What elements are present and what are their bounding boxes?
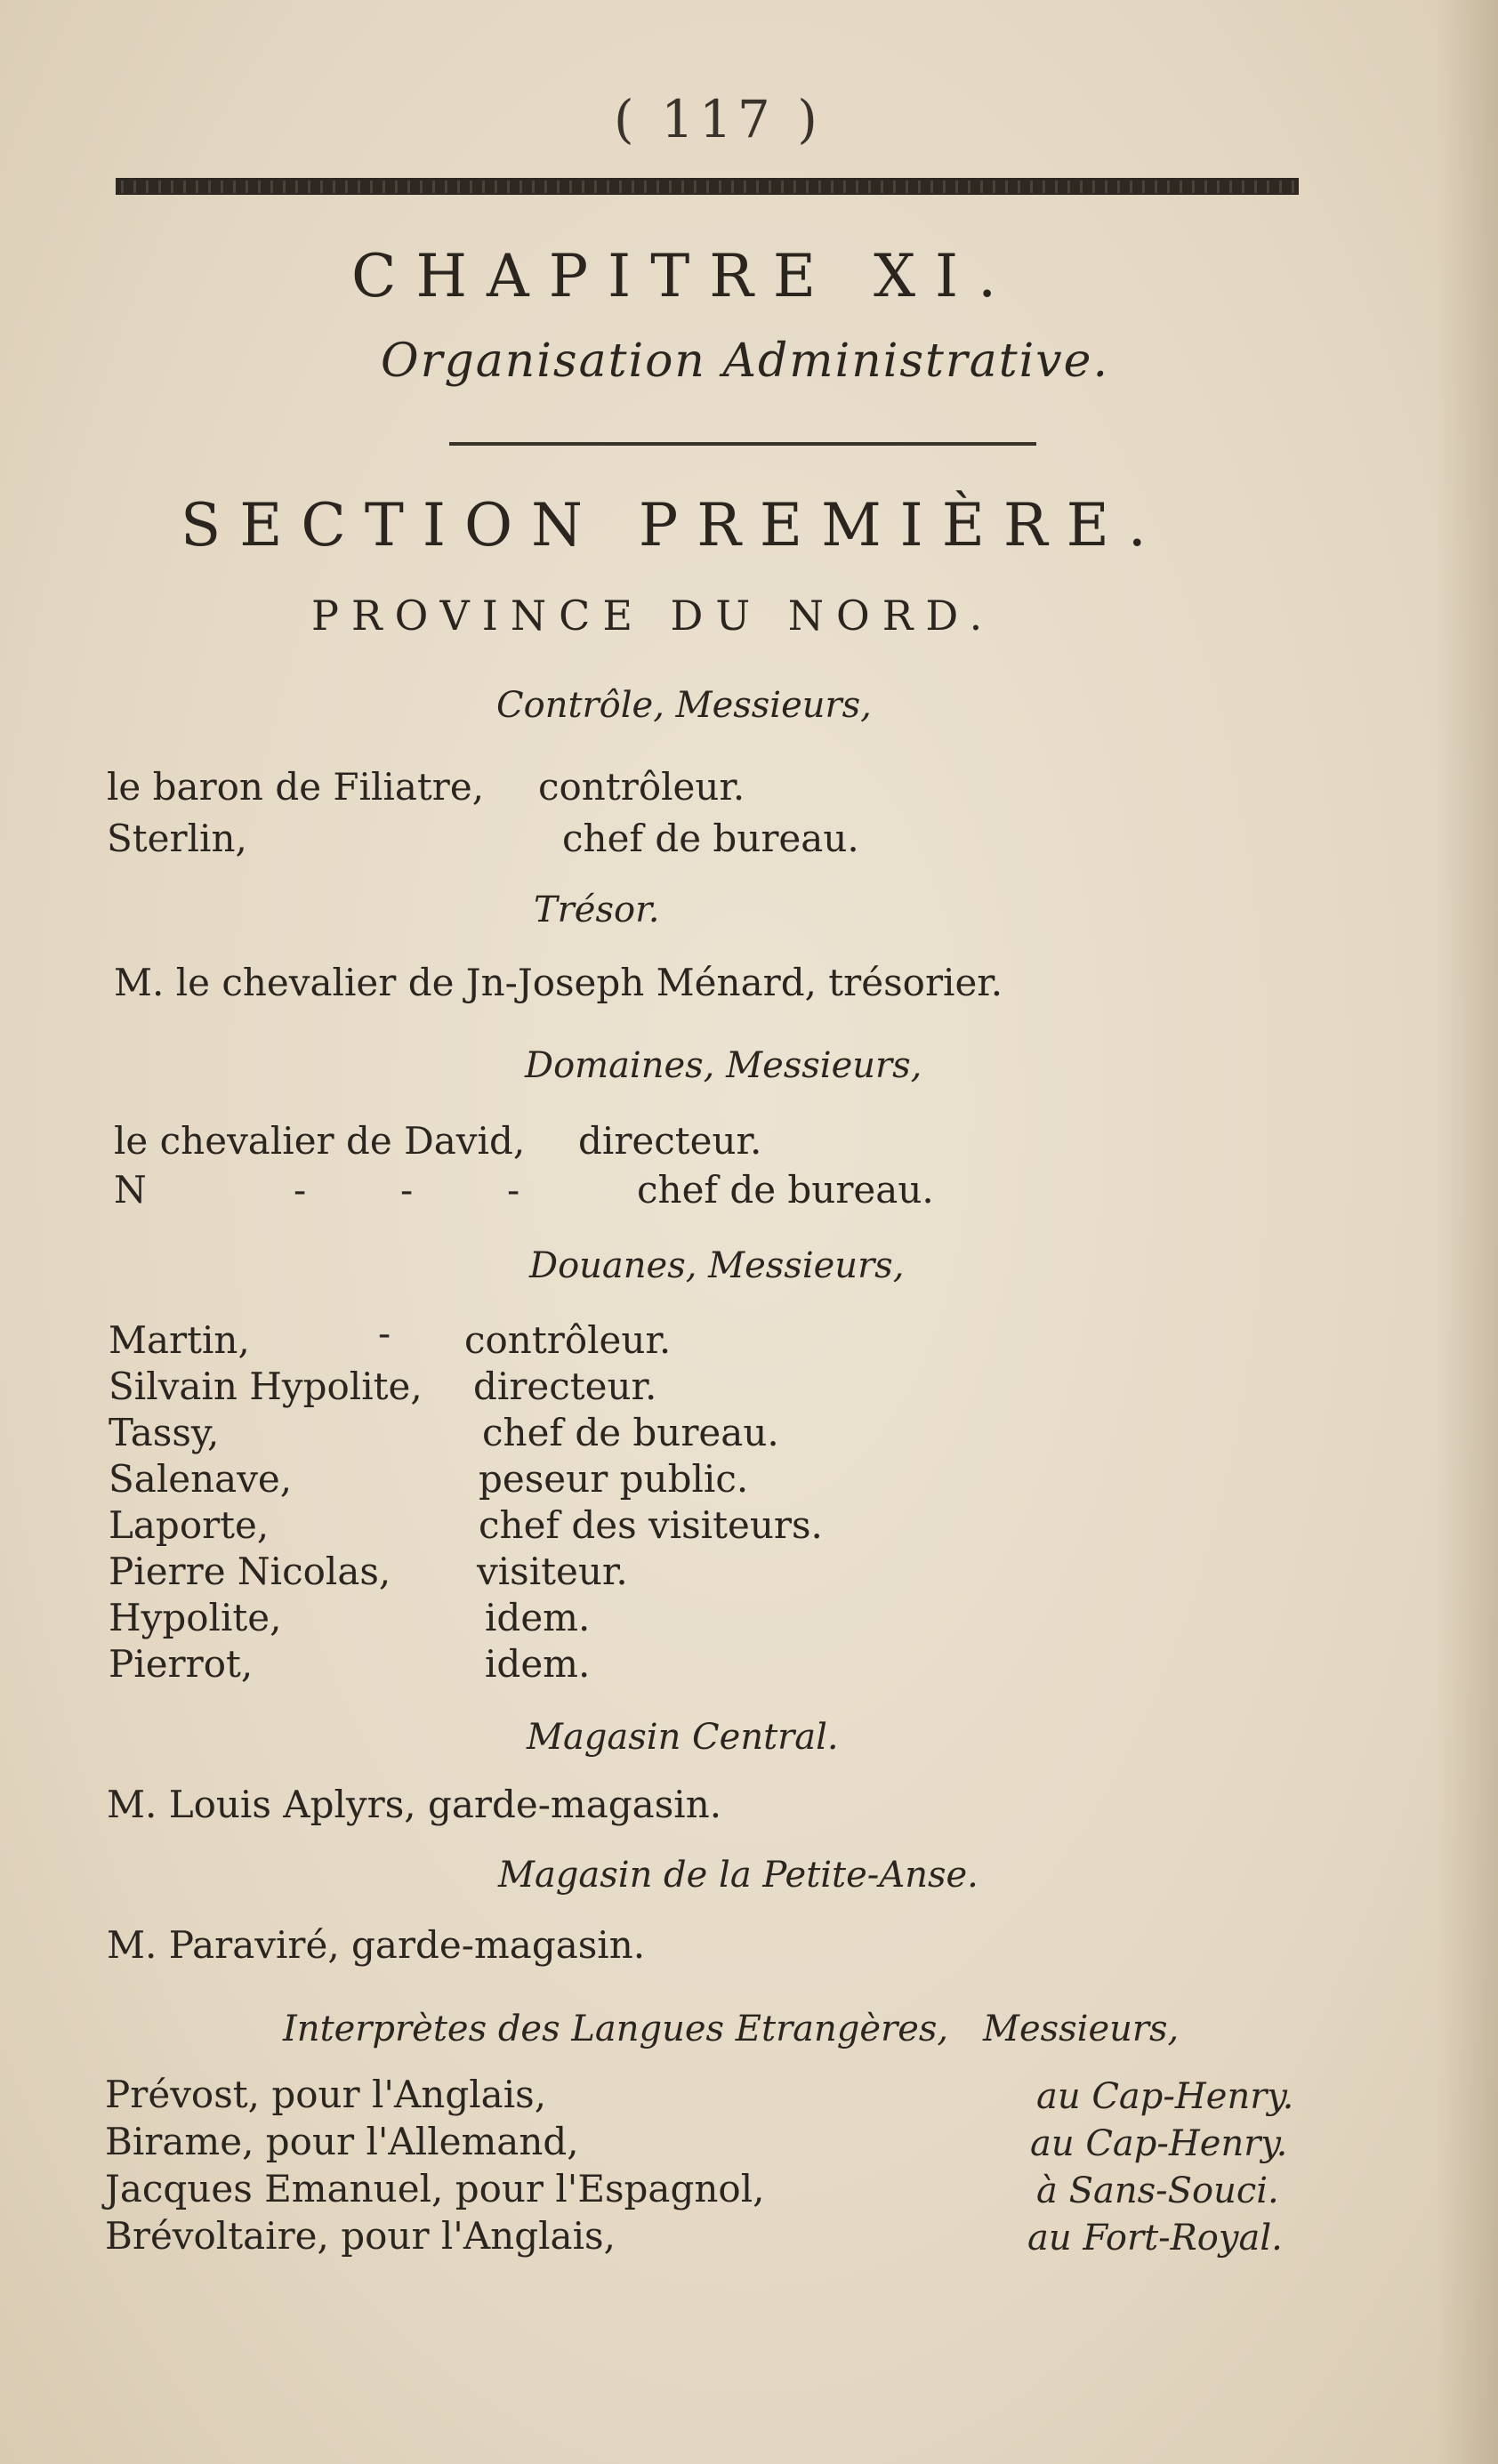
province-heading: PROVINCE DU NORD. [311,592,995,640]
domaines-row-name: N [114,1168,147,1212]
douanes-row-name: Tassy, [109,1411,220,1454]
leader-dash: - [507,1168,520,1212]
interprete-row-place: au Cap-Henry. [1030,2123,1288,2164]
tresor-heading: Trésor. [534,890,660,930]
controle-row-name: Sterlin, [107,817,247,860]
douanes-row-name: Martin, [109,1318,250,1362]
douanes-heading: Douanes, Messieurs, [529,1245,905,1286]
douanes-row-name: Pierrot, [109,1642,254,1686]
chapter-title: CHAPITRE XI. [351,242,1017,310]
domaines-row-role: directeur. [578,1119,762,1163]
douanes-row-role: idem. [485,1642,591,1686]
interprete-row-name: Prévost, pour l'Anglais, [105,2073,547,2116]
douanes-row-role: chef des visiteurs. [479,1503,823,1547]
ornamental-rule [116,178,1299,195]
leader-dash: - [294,1168,307,1212]
domaines-row-name: le chevalier de David, [114,1119,526,1163]
leader-dash: - [378,1311,391,1355]
douanes-row-name: Silvain Hypolite, [109,1365,423,1408]
magasin-central-heading: Magasin Central. [527,1717,839,1758]
leader-dash: - [400,1168,414,1212]
controle-row-name: le baron de Filiatre, [107,765,485,809]
douanes-row-name: Hypolite, [109,1596,282,1639]
douanes-row-name: Salenave, [109,1457,293,1501]
douanes-row-role: visiteur. [477,1550,628,1593]
controle-heading: Contrôle, Messieurs, [496,685,872,726]
interprete-row-place: au Fort-Royal. [1027,2218,1283,2259]
interprete-row-name: Birame, pour l'Allemand, [105,2120,579,2163]
controle-row-role: contrôleur. [538,765,745,809]
page-gutter-shadow [1436,0,1498,2464]
douanes-row-name: Laporte, [109,1503,270,1547]
section-title: SECTION PREMIÈRE. [181,491,1165,560]
interprete-row-name: Brévoltaire, pour l'Anglais, [105,2214,616,2258]
domaines-heading: Domaines, Messieurs, [525,1045,922,1086]
interprete-row-name: Jacques Emanuel, pour l'Espagnol, [105,2167,765,2210]
interprete-row-place: au Cap-Henry. [1036,2076,1294,2117]
chapter-subtitle: Organisation Administrative. [381,334,1109,388]
douanes-row-role: chef de bureau. [482,1411,779,1454]
controle-row-role: chef de bureau. [562,817,859,860]
page-number: ( 117 ) [614,89,823,149]
douanes-row-role: peseur public. [479,1457,749,1501]
magasin-central-line: M. Louis Aplyrs, garde-magasin. [107,1783,722,1826]
douanes-row-role: contrôleur. [464,1318,672,1362]
domaines-row-role: chef de bureau. [637,1168,934,1212]
douanes-row-role: directeur. [473,1365,657,1408]
douanes-row-role: idem. [485,1596,591,1639]
magasin-petite-anse-line: M. Paraviré, garde-magasin. [107,1923,646,1967]
interpretes-heading: Interprètes des Langues Etrangères, [283,2009,949,2049]
tresor-line: M. le chevalier de Jn-Joseph Ménard, trésorier. [114,961,1003,1004]
interpretes-heading-right: Messieurs, [983,2009,1180,2049]
douanes-row-name: Pierre Nicolas, [109,1550,391,1593]
divider-rule [449,442,1036,446]
interprete-row-place: à Sans-Souci. [1036,2170,1279,2211]
magasin-petite-anse-heading: Magasin de la Petite-Anse. [498,1855,979,1896]
